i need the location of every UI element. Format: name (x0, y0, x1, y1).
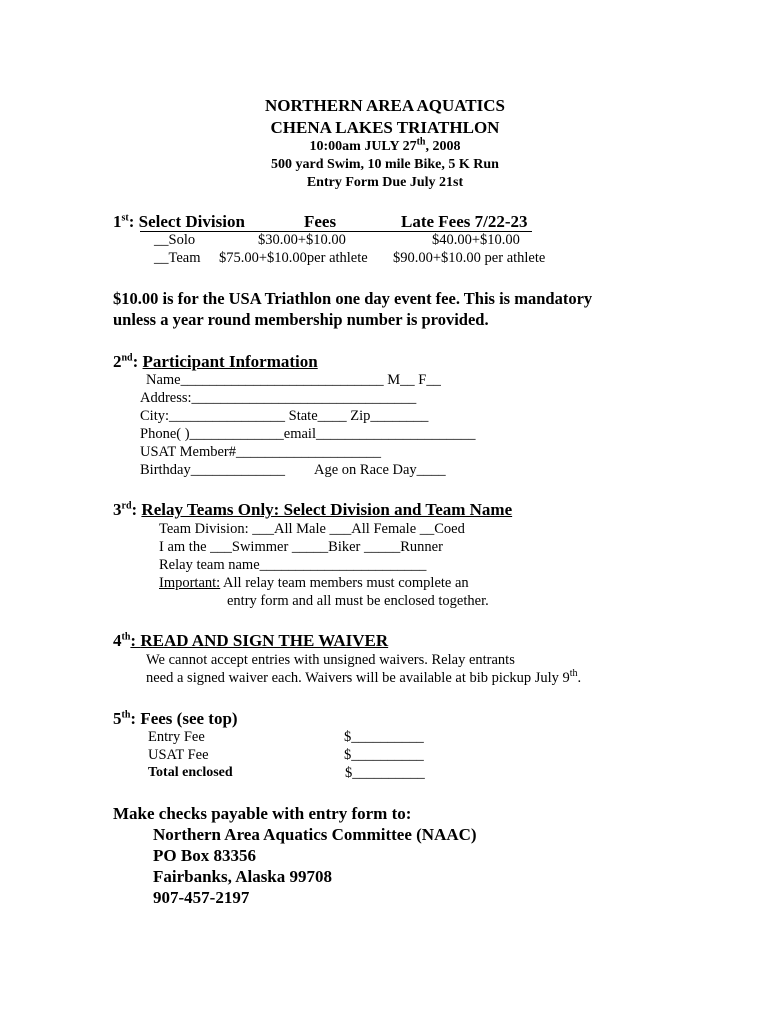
notice-line1: $10.00 is for the USA Triathlon one day event fee. This is mandatory (113, 289, 593, 308)
name-field[interactable]: Name____________________________ M__ F__ (146, 372, 441, 388)
important-label: Important: (159, 575, 221, 591)
event-date-year: , 2008 (425, 139, 461, 154)
address-field[interactable]: Address:_______________________________ (140, 390, 417, 406)
step1-sup: st (121, 212, 129, 224)
usat-fee-label: USAT Fee (148, 747, 209, 763)
step5-title: Fees (see top) (140, 709, 238, 728)
relay-role-field[interactable]: I am the ___Swimmer _____Biker _____Runner (159, 539, 443, 555)
step2-sup: nd (121, 352, 133, 364)
important-note (159, 576, 469, 591)
step1-title: Select Division (138, 212, 245, 231)
step4-heading (113, 632, 388, 649)
step5-number: 5 (113, 709, 122, 728)
step1-number: 1 (113, 212, 122, 231)
step4-colon: : (130, 631, 141, 650)
team-division-field[interactable]: Team Division: ___All Male ___All Female __Coed (159, 521, 465, 537)
step1-heading (113, 213, 245, 230)
step5-sup: th (121, 709, 131, 721)
header-subtitle: CHENA LAKES TRIATHLON (270, 118, 500, 137)
waiver-line2 (146, 668, 582, 686)
step4-sup: th (121, 631, 131, 643)
step4-number: 4 (113, 631, 122, 650)
city-state-zip-field[interactable]: City:________________ State____ Zip________ (140, 408, 429, 424)
total-enclosed-field[interactable]: $__________ (345, 765, 425, 781)
header-title: NORTHERN AREA AQUATICS (265, 96, 505, 115)
step3-number: 3 (113, 500, 122, 519)
step3-colon: : (131, 500, 142, 519)
event-date-sup: th (416, 136, 426, 148)
solo-option[interactable]: __Solo (154, 232, 196, 248)
entry-fee-field[interactable]: $__________ (344, 729, 424, 745)
waiver-line2-end: . (577, 670, 582, 686)
step3-heading (113, 501, 512, 518)
waiver-line1: We cannot accept entries with unsigned waivers. Relay entrants (146, 652, 515, 668)
payee-city: Fairbanks, Alaska 99708 (153, 867, 333, 886)
important-note-line2: entry form and all must be enclosed together. (227, 593, 489, 609)
step3-sup: rd (121, 500, 132, 512)
fees-header: Fees (304, 212, 337, 231)
po-box: PO Box 83356 (153, 846, 256, 865)
step5-colon: : (130, 709, 141, 728)
team-option[interactable]: __Team (154, 250, 201, 266)
waiver-line2-sup: th (569, 668, 578, 680)
event-date-text: 10:00am JULY 27 (309, 139, 417, 154)
step3-title: Relay Teams Only: Select Division and Team Name (141, 500, 513, 519)
entry-fee-label: Entry Fee (148, 729, 205, 745)
step2-number: 2 (113, 352, 122, 371)
phone-email-field[interactable]: Phone( )_____________email______________________ (140, 426, 476, 442)
usat-fee-field[interactable]: $__________ (344, 747, 424, 763)
birthday-field[interactable]: Birthday_____________ (140, 462, 285, 478)
step4-title: READ AND SIGN THE WAIVER (140, 631, 389, 650)
step2-colon: : (132, 352, 143, 371)
relay-team-name-field[interactable]: Relay team name_______________________ (159, 557, 427, 573)
due-date: Entry Form Due July 21st (306, 175, 464, 190)
waiver-line2-text: need a signed waiver each. Waivers will be available at bib pickup July 9 (146, 670, 570, 686)
step2-title: Participant Information (142, 352, 318, 371)
age-field[interactable]: Age on Race Day____ (314, 462, 446, 478)
step2-heading (113, 353, 318, 370)
payee-phone: 907-457-2197 (153, 888, 250, 907)
event-date (0, 136, 770, 154)
step5-heading (113, 710, 238, 727)
payee-name: Northern Area Aquatics Committee (NAAC) (153, 825, 477, 844)
solo-late-fee: $40.00+$10.00 (432, 232, 520, 248)
important-text: All relay team members must complete an (220, 575, 469, 591)
notice-line2: unless a year round membership number is provided. (113, 310, 489, 329)
solo-fee: $30.00+$10.00 (258, 232, 346, 248)
payment-intro: Make checks payable with entry form to: (113, 804, 412, 823)
team-late-fee: $90.00+$10.00 per athlete (393, 250, 546, 266)
team-fee: $75.00+$10.00per athlete (219, 250, 368, 266)
total-enclosed-label: Total enclosed (148, 765, 233, 780)
late-fees-header: Late Fees 7/22-23 (401, 212, 528, 231)
event-list: 500 yard Swim, 10 mile Bike, 5 K Run (271, 157, 499, 172)
step1-colon: : (128, 212, 139, 231)
usat-member-field[interactable]: USAT Member#____________________ (140, 444, 381, 460)
